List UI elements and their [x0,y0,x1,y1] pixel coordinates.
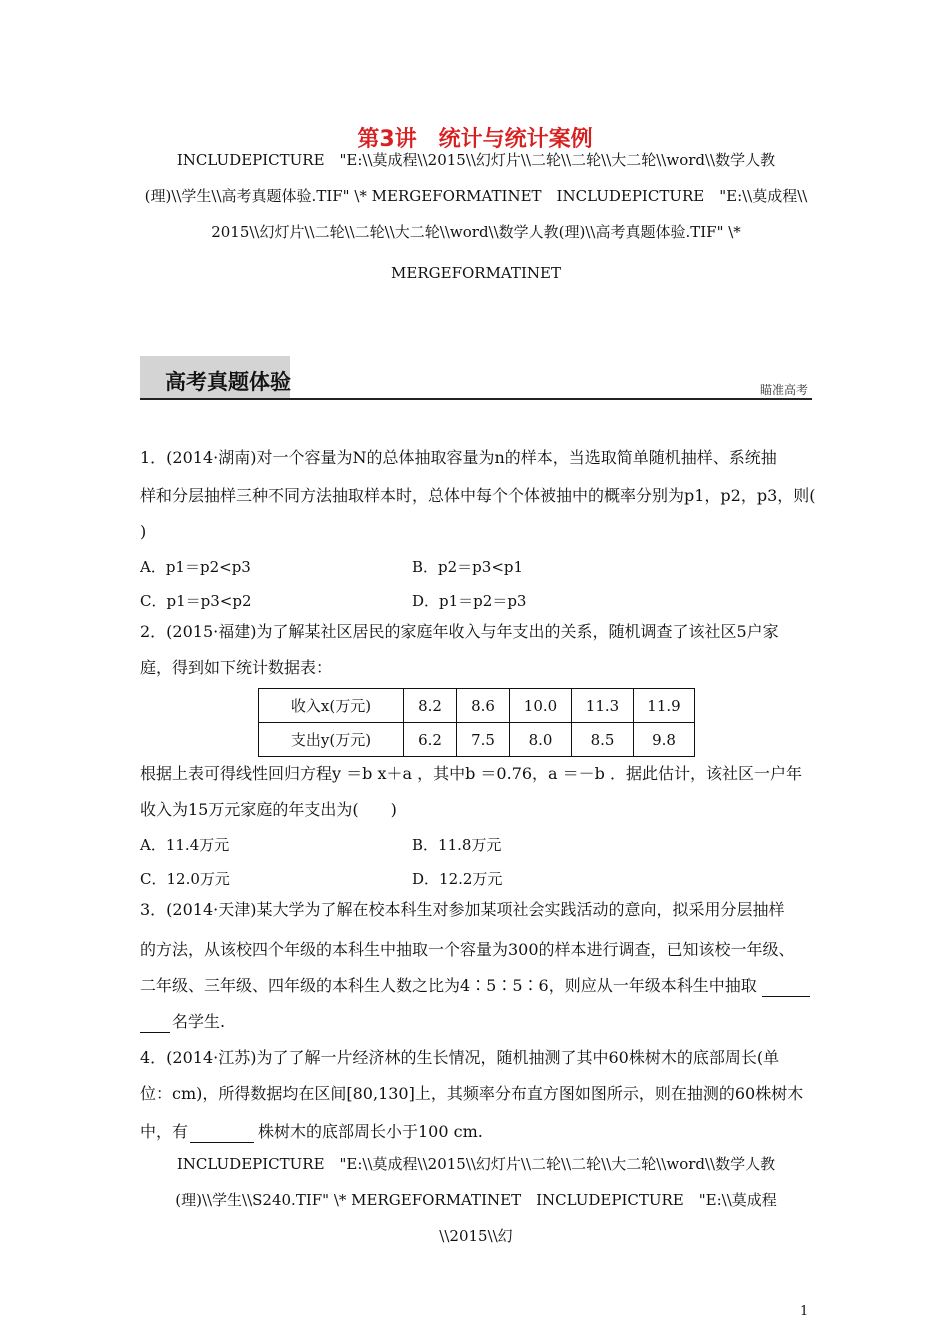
include-field-text: (理)\\学生\\高考真题体验.TIF" \* MERGEFORMATINET INCLUDEPICTURE "E:\\莫成程\\ [144,187,808,205]
q4-line: 位：cm)，所得数据均在区间[80,130]上，其频率分布直方图如图所示，则在抽测的60株树木 [140,1084,804,1103]
table-header-cell: 收入x(万元) [259,689,404,723]
q2-line: 根据上表可得线性回归方程y ＝b x＋a ，其中b ＝0.76，a ＝－b ．据此估计，该社区一户年 [140,764,803,783]
q2-option-d: D．12.2万元 [412,870,503,888]
page-title: 第3讲 统计与统计案例 [357,127,593,152]
table-header-cell: 支出y(万元) [259,723,404,757]
include-field-text: INCLUDEPICTURE "E:\\莫成程\\2015\\幻灯片\\二轮\\二轮\\大二轮\\word\\数学人教 [176,151,776,169]
table-row [259,723,695,757]
statistics-table [258,688,695,757]
table-cell: 9.8 [634,723,695,757]
table-cell: 10.0 [510,689,572,723]
q3-line: 二年级、三年级、四年级的本科生人数之比为4∶5∶5∶6，则应从一年级本科生中抽取 [140,976,757,995]
q3-line: 的方法，从该校四个年级的本科生中抽取一个容量为300的样本进行调查，已知该校一年级、 [140,940,795,959]
table-cell: 7.5 [457,723,510,757]
q4-line: 中，有 [140,1122,189,1141]
q4-line: 4．(2014·江苏)为了了解一片经济林的生长情况，随机抽测了其中60株树木的底部周长(单 [140,1048,780,1067]
include-field-text: INCLUDEPICTURE "E:\\莫成程\\2015\\幻灯片\\二轮\\二轮\\大二轮\\word\\数学人教 [176,1155,776,1173]
include-field-text: 2015\\幻灯片\\二轮\\二轮\\大二轮\\word\\数学人教(理)\\高考真题体验.TIF" \* [211,223,741,241]
q1-option-d: D．p1＝p2＝p3 [412,592,527,610]
table-cell: 11.3 [572,689,634,723]
table-cell: 8.5 [572,723,634,757]
q2-line: 收入为15万元家庭的年支出为( ) [140,800,397,819]
q1-option-a: A．p1＝p2<p3 [140,558,251,576]
q2-line: 庭，得到如下统计数据表： [140,658,333,677]
q2-option-c: C．12.0万元 [140,870,230,888]
page-number: 1 [800,1304,809,1319]
section-title: 高考真题体验 [165,370,291,394]
table-cell: 11.9 [634,689,695,723]
include-field-text: MERGEFORMATINET [391,264,561,282]
q2-option-a: A．11.4万元 [140,836,230,854]
q3-line: 3．(2014·天津)某大学为了解在校本科生对参加某项社会实践活动的意向，拟采用分层抽样 [140,900,785,919]
answer-blank [762,976,810,997]
table-cell: 8.2 [404,689,457,723]
q1-line: 样和分层抽样三种不同方法抽取样本时，总体中每个个体被抽中的概率分别为p1，p2，p3，则( [140,486,816,505]
table-row [259,689,695,723]
section-divider [140,398,812,400]
table-cell: 8.6 [457,689,510,723]
q3-line: 名学生. [172,1012,226,1031]
answer-blank [190,1122,254,1143]
q2-option-b: B．11.8万元 [412,836,502,854]
q2-line: 2．(2015·福建)为了解某社区居民的家庭年收入与年支出的关系，随机调查了该社区5户家 [140,622,779,641]
include-field-text: (理)\\学生\\S240.TIF" \* MERGEFORMATINET INCLUDEPICTURE "E:\\莫成程\\2015\\幻 [175,1191,777,1245]
q1-line: ) [140,522,147,541]
section-tag: 瞄准高考 [760,383,809,397]
answer-blank [140,1012,170,1033]
table-cell: 6.2 [404,723,457,757]
table-cell: 8.0 [510,723,572,757]
q1-option-b: B．p2＝p3<p1 [412,558,524,576]
q4-line: 株树木的底部周长小于100 cm. [258,1122,483,1141]
q1-line: 1．(2014·湖南)对一个容量为N的总体抽取容量为n的样本，当选取简单随机抽样、系统抽 [140,448,777,467]
q1-option-c: C．p1＝p3<p2 [140,592,252,610]
